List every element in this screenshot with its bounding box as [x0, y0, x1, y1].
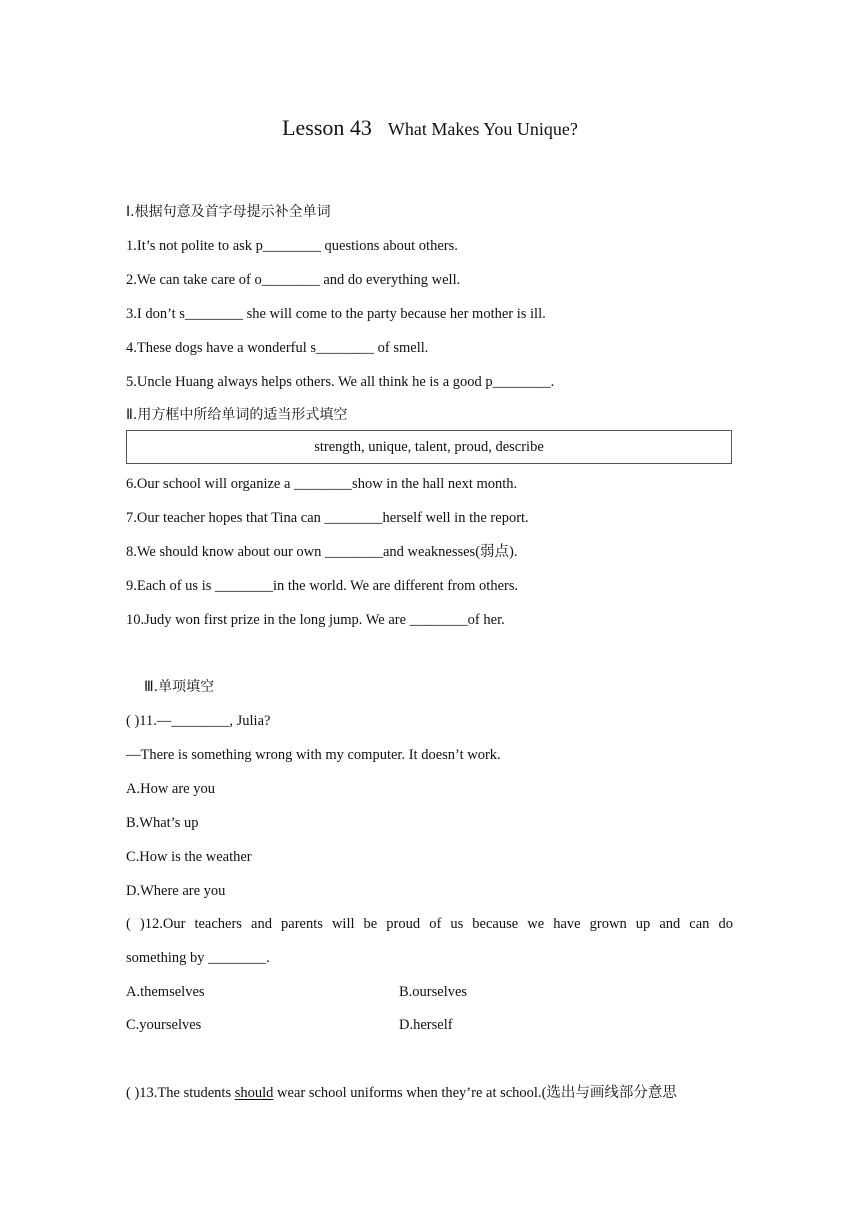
question-12-option-d: D.herself	[399, 1017, 453, 1033]
section-1-heading: Ⅰ.根据句意及首字母提示补全单词	[126, 204, 331, 220]
question-12-option-a: A.themselves	[126, 984, 205, 1000]
question-10: 10.Judy won first prize in the long jump. We are ________of her.	[126, 612, 505, 628]
word-box: strength, unique, talent, proud, describe	[126, 430, 732, 464]
question-13-suffix: wear school uniforms when they’re at school.(选出与画线部分意思	[273, 1085, 677, 1101]
lesson-subtitle: What Makes You Unique?	[387, 119, 578, 139]
question-11-reply: —There is something wrong with my computer. It doesn’t work.	[126, 747, 501, 763]
question-1: 1.It’s not polite to ask p________ questions about others.	[126, 238, 458, 254]
question-3: 3.I don’t s________ she will come to the party because her mother is ill.	[126, 306, 546, 322]
question-13-underlined-word: should	[234, 1085, 274, 1101]
question-4: 4.These dogs have a wonderful s________ of smell.	[126, 340, 429, 356]
question-12-stem-line-2: something by ________.	[126, 950, 270, 966]
question-12-stem-line-1: ( )12.Our teachers and parents will be proud of us because we have grown up and can do	[126, 916, 733, 932]
question-11-option-d: D.Where are you	[126, 883, 226, 899]
question-12-option-b: B.ourselves	[399, 984, 468, 1000]
question-11-option-a: A.How are you	[126, 781, 215, 797]
question-2: 2.We can take care of o________ and do everything well.	[126, 272, 461, 288]
question-8: 8.We should know about our own ________and weaknesses(弱点).	[126, 544, 518, 560]
question-11-stem: ( )11.—________, Julia?	[126, 713, 271, 729]
question-13-stem	[126, 1084, 677, 1102]
lesson-number: Lesson 43	[282, 115, 372, 140]
question-7: 7.Our teacher hopes that Tina can ________herself well in the report.	[126, 510, 529, 526]
question-13-prefix: ( )13.The students	[126, 1085, 235, 1101]
question-11-option-c: C.How is the weather	[126, 849, 252, 865]
question-5: 5.Uncle Huang always helps others. We all think he is a good p________.	[126, 374, 555, 390]
question-9: 9.Each of us is ________in the world. We are different from others.	[126, 578, 519, 594]
question-6: 6.Our school will organize a ________show in the hall next month.	[126, 476, 518, 492]
section-3-heading: Ⅲ.单项填空	[144, 679, 215, 695]
question-12-option-c: C.yourselves	[126, 1017, 202, 1033]
section-2-heading: Ⅱ.用方框中所给单词的适当形式填空	[126, 407, 348, 423]
page-title	[0, 114, 860, 143]
question-11-option-b: B.What’s up	[126, 815, 199, 831]
